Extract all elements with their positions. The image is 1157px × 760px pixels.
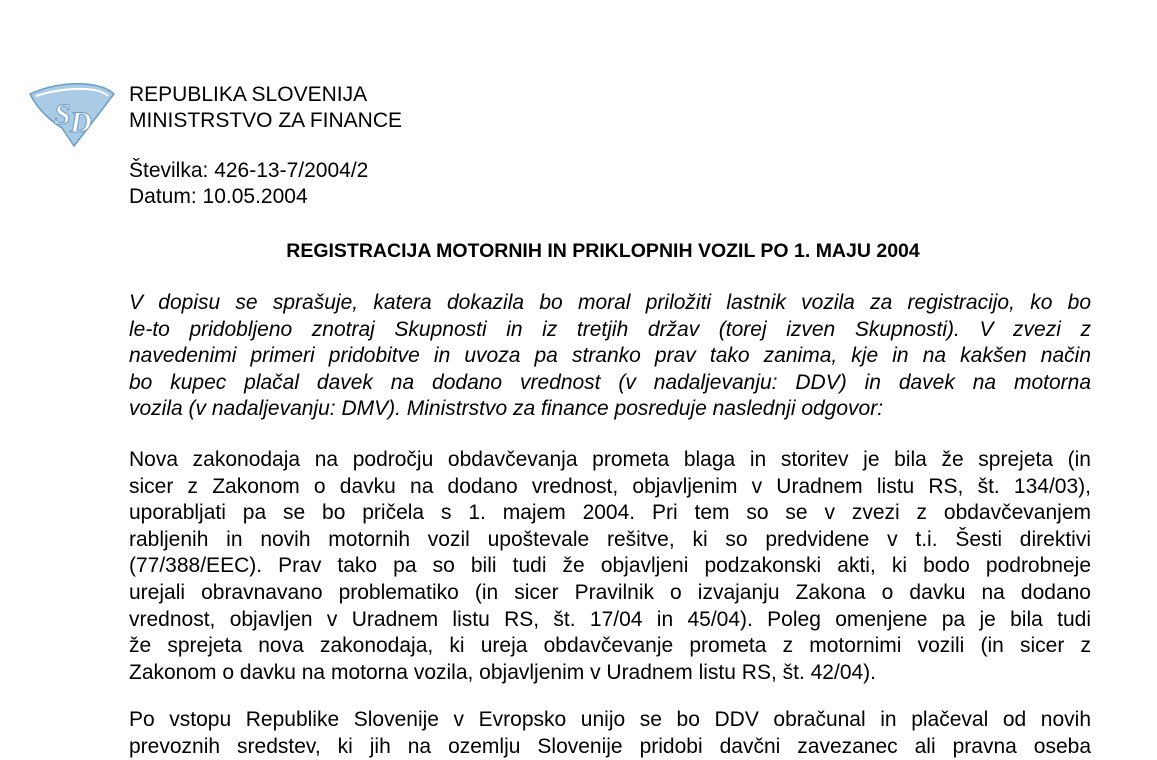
- text-line: [129, 633, 1091, 660]
- text-line: [129, 527, 1091, 554]
- paragraph-question: [129, 290, 1091, 423]
- text-line: [129, 607, 1091, 634]
- line-text: rabljenih in novih motornih vozil upoštevale rešitve, ki so predvidene v t.i. Šesti direktivi: [129, 527, 1091, 551]
- ministry-header: [129, 82, 402, 134]
- document-number: Številka: 426-13-7/2004/2: [129, 159, 369, 182]
- line-text: že sprejeta nova zakonodaja, ki ureja obdavčevanje prometa z motornimi vozili (in sicer z: [129, 634, 1091, 658]
- line-text: le-to pridobljeno znotraj Skupnosti in iz tretjih držav (torej izven Skupnosti). V zvezi z: [129, 317, 1091, 341]
- logo-letter-d: D: [70, 106, 92, 139]
- line-text: navedenimi primeri pridobitve in uvoza pa stranko prav tako zanima, kje in na kakšen način: [129, 344, 1091, 368]
- text-line: [129, 290, 1091, 317]
- line-text: bo kupec plačal davek na dodano vrednost (v nadaljevanju: DDV) in davek na motorna: [129, 370, 1091, 394]
- text-line: [129, 580, 1091, 607]
- line-text: Zakonom o davku na motorna vozila, objavljenim v Uradnem listu RS, št. 42/04).: [129, 660, 877, 684]
- line-text: (77/388/EEC). Prav tako pa so bili tudi že objavljeni podzakonski akti, ki bodo podrobneje: [129, 554, 1091, 578]
- line-text: urejali obravnavano problematiko (in sicer Pravilnik o izvajanju Zakona o davku na dodano: [129, 580, 1091, 604]
- text-line: [129, 370, 1091, 397]
- text-line: [129, 660, 1077, 687]
- line-text: Nova zakonodaja na področju obdavčevanja prometa blaga in storitev je bila že sprejeta (in: [129, 448, 1091, 471]
- line-text: vrednost, objavljen v Uradnem listu RS, št. 17/04 in 45/04). Poleg omenjene pa je bila tudi: [129, 607, 1091, 631]
- text-line: [129, 734, 1091, 760]
- line-text: sicer z Zakonom o davku na dodano vrednost, objavljenim v Uradnem listu RS, št. 134/03),: [129, 474, 1091, 498]
- line-text: uporabljati pa se bo pričela s 1. majem 2004. Pri tem so se v zvezi z obdavčevanjem: [129, 501, 1091, 525]
- text-line: [129, 317, 1091, 344]
- document-date: Datum: 10.05.2004: [129, 185, 308, 208]
- header-ministry: MINISTRSTVO ZA FINANCE: [129, 109, 403, 132]
- header-republic: REPUBLIKA SLOVENIJA: [129, 83, 368, 106]
- text-line: [129, 343, 1091, 370]
- text-line: [129, 500, 1091, 527]
- text-line: [129, 447, 1091, 474]
- line-text: V dopisu se sprašuje, katera dokazila bo moral priložiti lastnik vozila za registracijo, ko bo: [129, 291, 1091, 314]
- logo-letter-s: S: [54, 98, 71, 131]
- paragraph-legislation: [129, 447, 1091, 686]
- text-line: [129, 396, 1077, 423]
- document-meta: [129, 158, 368, 210]
- text-line: [129, 707, 1091, 734]
- paragraph-eu-entry: [129, 707, 1091, 760]
- line-text: prevoznih sredstev, ki jih na ozemlju Slovenije pridobi davčni zavezanec ali pravna oseba: [129, 734, 1091, 758]
- line-text: Po vstopu Republike Slovenije v Evropsko unijo se bo DDV obračunal in plačeval od novih: [129, 708, 1091, 731]
- text-line: [129, 474, 1091, 501]
- document-title: REGISTRACIJA MOTORNIH IN PRIKLOPNIH VOZIL PO 1. MAJU 2004: [286, 240, 920, 262]
- ministry-logo-icon: [26, 80, 118, 150]
- line-text: vozila (v nadaljevanju: DMV). Ministrstvo za finance posreduje naslednji odgovor:: [129, 397, 884, 421]
- text-line: [129, 553, 1091, 580]
